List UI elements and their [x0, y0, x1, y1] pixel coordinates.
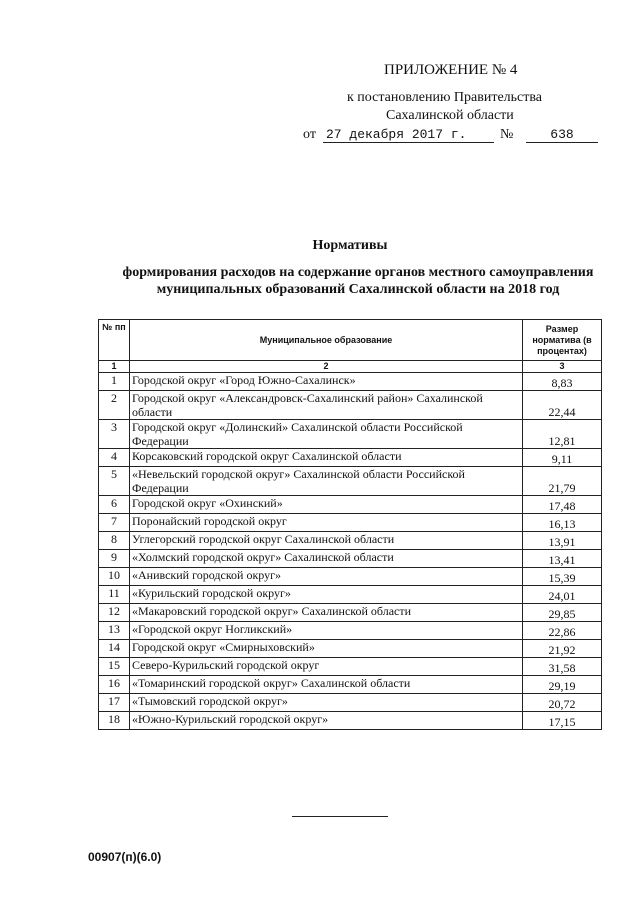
header-municipality: Муниципальное образование: [130, 320, 523, 361]
table-row: [99, 622, 602, 640]
column-index: 1: [99, 361, 130, 373]
table-row: [99, 514, 602, 532]
table-row: [99, 658, 602, 676]
row-municipality: Городской округ «Александровск-Сахалинский район» Сахалинской области: [130, 391, 523, 420]
table-row: [99, 420, 602, 449]
row-norm-value: 29,85: [523, 604, 602, 622]
decree-date: 27 декабря 2017 г.: [323, 127, 494, 143]
row-num: 15: [99, 658, 130, 676]
row-num: 14: [99, 640, 130, 658]
table-row: [99, 532, 602, 550]
table-row: [99, 568, 602, 586]
table-row: [99, 550, 602, 568]
footer-divider: [292, 816, 388, 817]
row-norm-value: 21,92: [523, 640, 602, 658]
table-row: [99, 373, 602, 391]
row-num: 13: [99, 622, 130, 640]
row-municipality: «Курильский городской округ»: [130, 586, 523, 604]
row-municipality: Городской округ «Охинский»: [130, 496, 523, 514]
appendix-line-1: к постановлению Правительства: [347, 90, 543, 105]
norms-table: [98, 319, 602, 730]
row-municipality: «Городской округ Ногликский»: [130, 622, 523, 640]
row-municipality: «Южно-Курильский городской округ»: [130, 712, 523, 730]
row-norm-value: 9,11: [523, 449, 602, 467]
row-municipality: «Томаринский городской округ» Сахалинской области: [130, 676, 523, 694]
row-num: 5: [99, 467, 130, 496]
number-sign: №: [500, 127, 514, 142]
row-num: 9: [99, 550, 130, 568]
table-row: [99, 712, 602, 730]
row-norm-value: 29,19: [523, 676, 602, 694]
row-municipality: Корсаковский городской округ Сахалинской области: [130, 449, 523, 467]
document-subtitle: формирования расходов на содержание органов местного самоуправления муниципальных образований Сахалинской области на 2018 год: [122, 265, 594, 297]
column-index: 2: [130, 361, 523, 373]
row-norm-value: 8,83: [523, 373, 602, 391]
row-num: 4: [99, 449, 130, 467]
row-municipality: Поронайский городской округ: [130, 514, 523, 532]
table-row: [99, 604, 602, 622]
row-municipality: Углегорский городской округ Сахалинской области: [130, 532, 523, 550]
row-num: 10: [99, 568, 130, 586]
table-header-row: [99, 320, 602, 361]
column-index: 3: [523, 361, 602, 373]
row-norm-value: 15,39: [523, 568, 602, 586]
document-code: 00907(п)(6.0): [88, 850, 162, 864]
from-label: от: [303, 127, 316, 142]
row-num: 11: [99, 586, 130, 604]
row-municipality: «Анивский городской округ»: [130, 568, 523, 586]
row-norm-value: 22,44: [523, 391, 602, 420]
row-norm-value: 16,13: [523, 514, 602, 532]
row-num: 12: [99, 604, 130, 622]
table-row: [99, 586, 602, 604]
row-norm-value: 13,91: [523, 532, 602, 550]
row-norm-value: 24,01: [523, 586, 602, 604]
row-norm-value: 12,81: [523, 420, 602, 449]
table-row: [99, 496, 602, 514]
row-norm-value: 17,48: [523, 496, 602, 514]
table-row: [99, 391, 602, 420]
row-num: 17: [99, 694, 130, 712]
decree-number: 638: [526, 127, 598, 143]
row-num: 2: [99, 391, 130, 420]
table-row: [99, 640, 602, 658]
row-norm-value: 22,86: [523, 622, 602, 640]
row-norm-value: 13,41: [523, 550, 602, 568]
appendix-line-2: Сахалинской области: [386, 108, 514, 123]
row-num: 18: [99, 712, 130, 730]
row-municipality: «Макаровский городской округ» Сахалинской области: [130, 604, 523, 622]
row-municipality: Городской округ «Смирныховский»: [130, 640, 523, 658]
row-norm-value: 20,72: [523, 694, 602, 712]
row-num: 6: [99, 496, 130, 514]
row-municipality: «Холмский городской округ» Сахалинской области: [130, 550, 523, 568]
row-municipality: «Невельский городской округ» Сахалинской области Российской Федерации: [130, 467, 523, 496]
column-index-row: [99, 361, 602, 373]
row-num: 1: [99, 373, 130, 391]
table-row: [99, 694, 602, 712]
appendix-date-row: [300, 127, 600, 147]
row-norm-value: 31,58: [523, 658, 602, 676]
row-municipality: Городской округ «Долинский» Сахалинской области Российской Федерации: [130, 420, 523, 449]
document-title: Нормативы: [312, 238, 388, 253]
row-norm-value: 17,15: [523, 712, 602, 730]
table-row: [99, 467, 602, 496]
row-num: 8: [99, 532, 130, 550]
header-norm-size: Размер норматива (в процентах): [523, 320, 602, 361]
row-norm-value: 21,79: [523, 467, 602, 496]
row-num: 7: [99, 514, 130, 532]
row-municipality: «Тымовский городской округ»: [130, 694, 523, 712]
row-num: 3: [99, 420, 130, 449]
header-num: № пп: [99, 320, 130, 361]
table-row: [99, 449, 602, 467]
row-municipality: Городской округ «Город Южно-Сахалинск»: [130, 373, 523, 391]
appendix-title: ПРИЛОЖЕНИЕ № 4: [384, 62, 518, 78]
row-municipality: Северо-Курильский городской округ: [130, 658, 523, 676]
table-row: [99, 676, 602, 694]
row-num: 16: [99, 676, 130, 694]
